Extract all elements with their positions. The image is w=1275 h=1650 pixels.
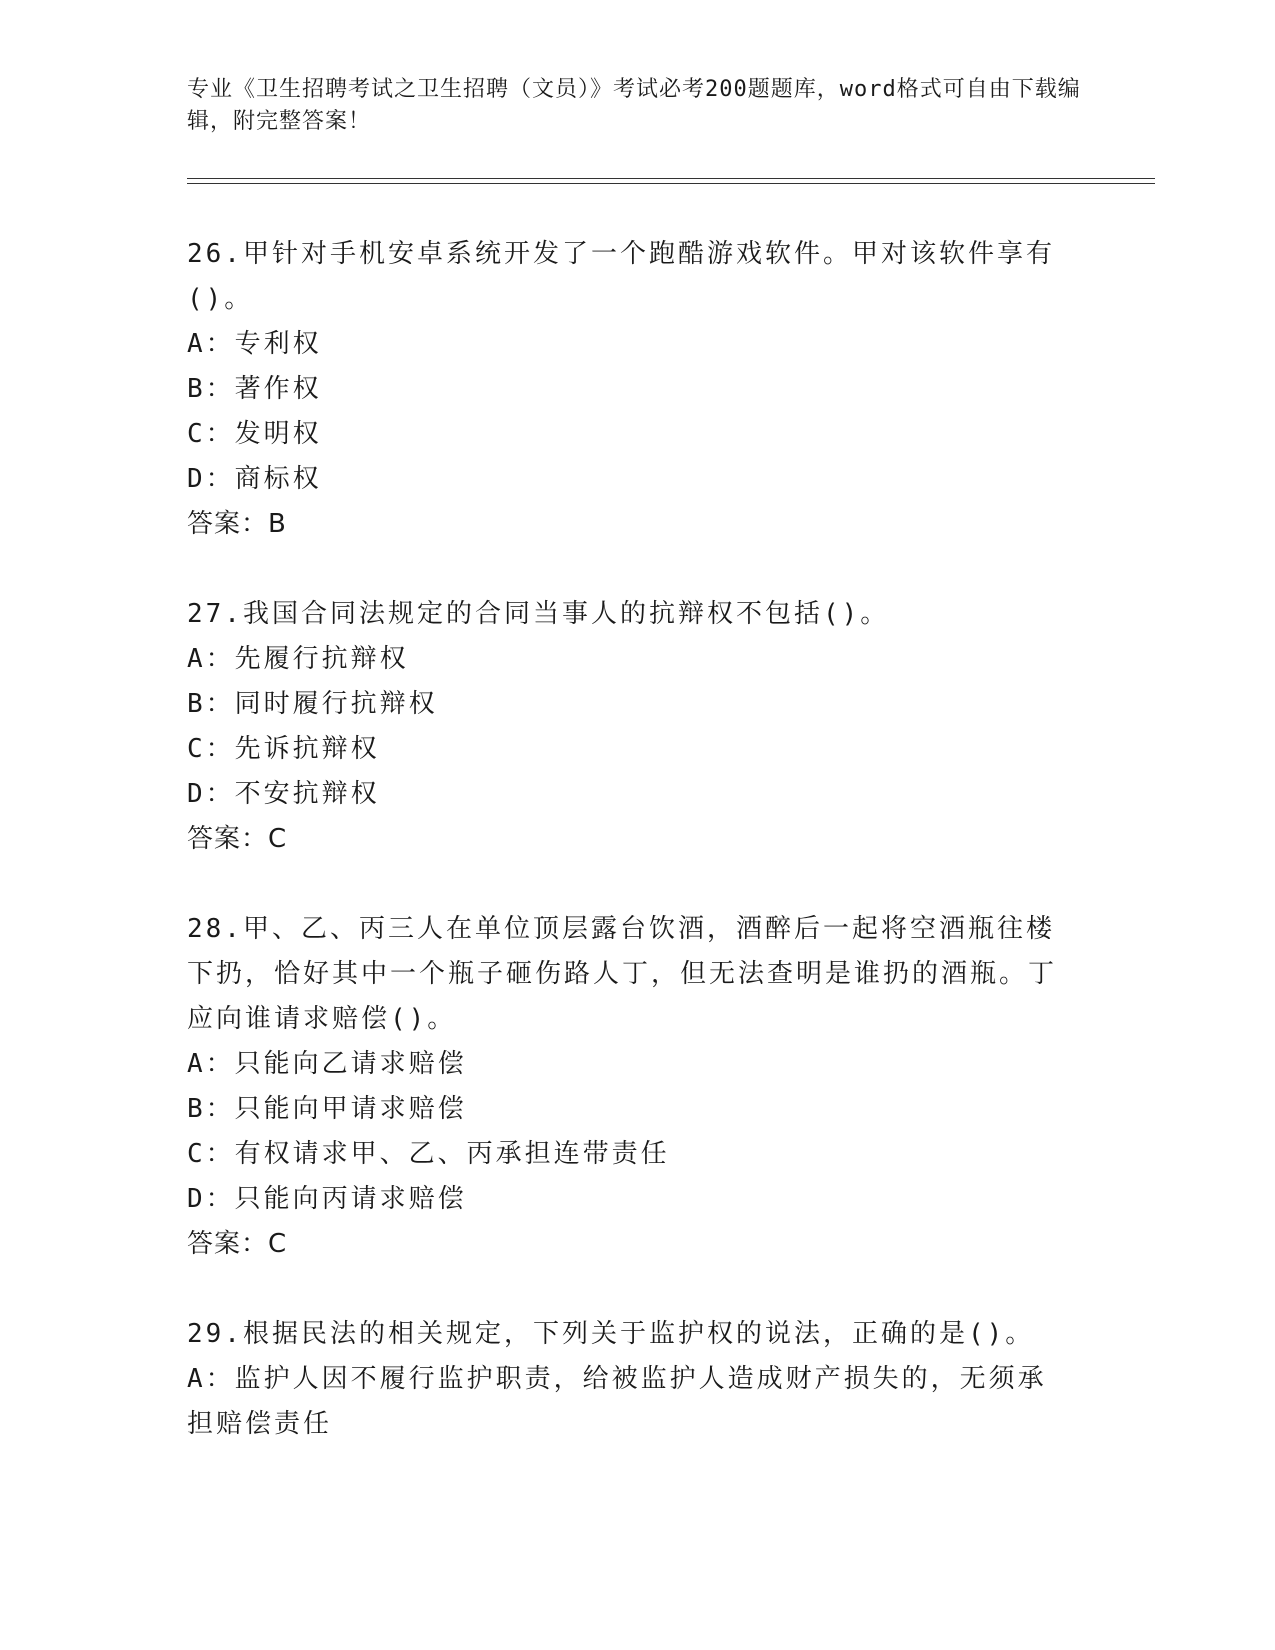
option-d: D：商标权 bbox=[187, 464, 322, 494]
question-stem: 27.我国合同法规定的合同当事人的抗辩权不包括()。 bbox=[187, 599, 890, 629]
question-stem: 28.甲、乙、丙三人在单位顶层露台饮酒，酒醉后一起将空酒瓶往楼下扔，恰好其中一个瓶子砸伤路人丁，但无法查明是谁扔的酒瓶。丁应向谁请求赔偿()。 bbox=[187, 914, 1058, 1034]
question-stem: 29.根据民法的相关规定，下列关于监护权的说法，正确的是()。 bbox=[187, 1319, 1035, 1349]
option-b: B：只能向甲请求赔偿 bbox=[187, 1094, 467, 1124]
option-a: A：监护人因不履行监护职责，给被监护人造成财产损失的，无须承担赔偿责任 bbox=[187, 1364, 1047, 1439]
option-b: B：同时履行抗辩权 bbox=[187, 689, 438, 719]
question-28 bbox=[187, 907, 1087, 1267]
option-c: C：有权请求甲、乙、丙承担连带责任 bbox=[187, 1139, 670, 1169]
document-header: 专业《卫生招聘考试之卫生招聘（文员）》考试必考200题题库，word格式可自由下载编辑，附完整答案！ bbox=[187, 77, 1081, 134]
question-list bbox=[187, 232, 1087, 1492]
header-divider-bottom bbox=[187, 183, 1155, 184]
question-stem: 26.甲针对手机安卓系统开发了一个跑酷游戏软件。甲对该软件享有()。 bbox=[187, 239, 1055, 314]
answer-line: 答案：B bbox=[187, 509, 287, 539]
option-d: D：不安抗辩权 bbox=[187, 779, 380, 809]
answer-line: 答案：C bbox=[187, 824, 288, 854]
option-a: A：先履行抗辩权 bbox=[187, 644, 409, 674]
option-d: D：只能向丙请求赔偿 bbox=[187, 1184, 467, 1214]
answer-line: 答案：C bbox=[187, 1229, 288, 1259]
question-27 bbox=[187, 592, 1087, 862]
option-a: A：专利权 bbox=[187, 329, 322, 359]
question-29 bbox=[187, 1312, 1087, 1447]
option-a: A：只能向乙请求赔偿 bbox=[187, 1049, 467, 1079]
option-b: B：著作权 bbox=[187, 374, 322, 404]
option-c: C：先诉抗辩权 bbox=[187, 734, 380, 764]
header-divider-top bbox=[187, 178, 1155, 179]
option-c: C：发明权 bbox=[187, 419, 322, 449]
question-26 bbox=[187, 232, 1087, 547]
